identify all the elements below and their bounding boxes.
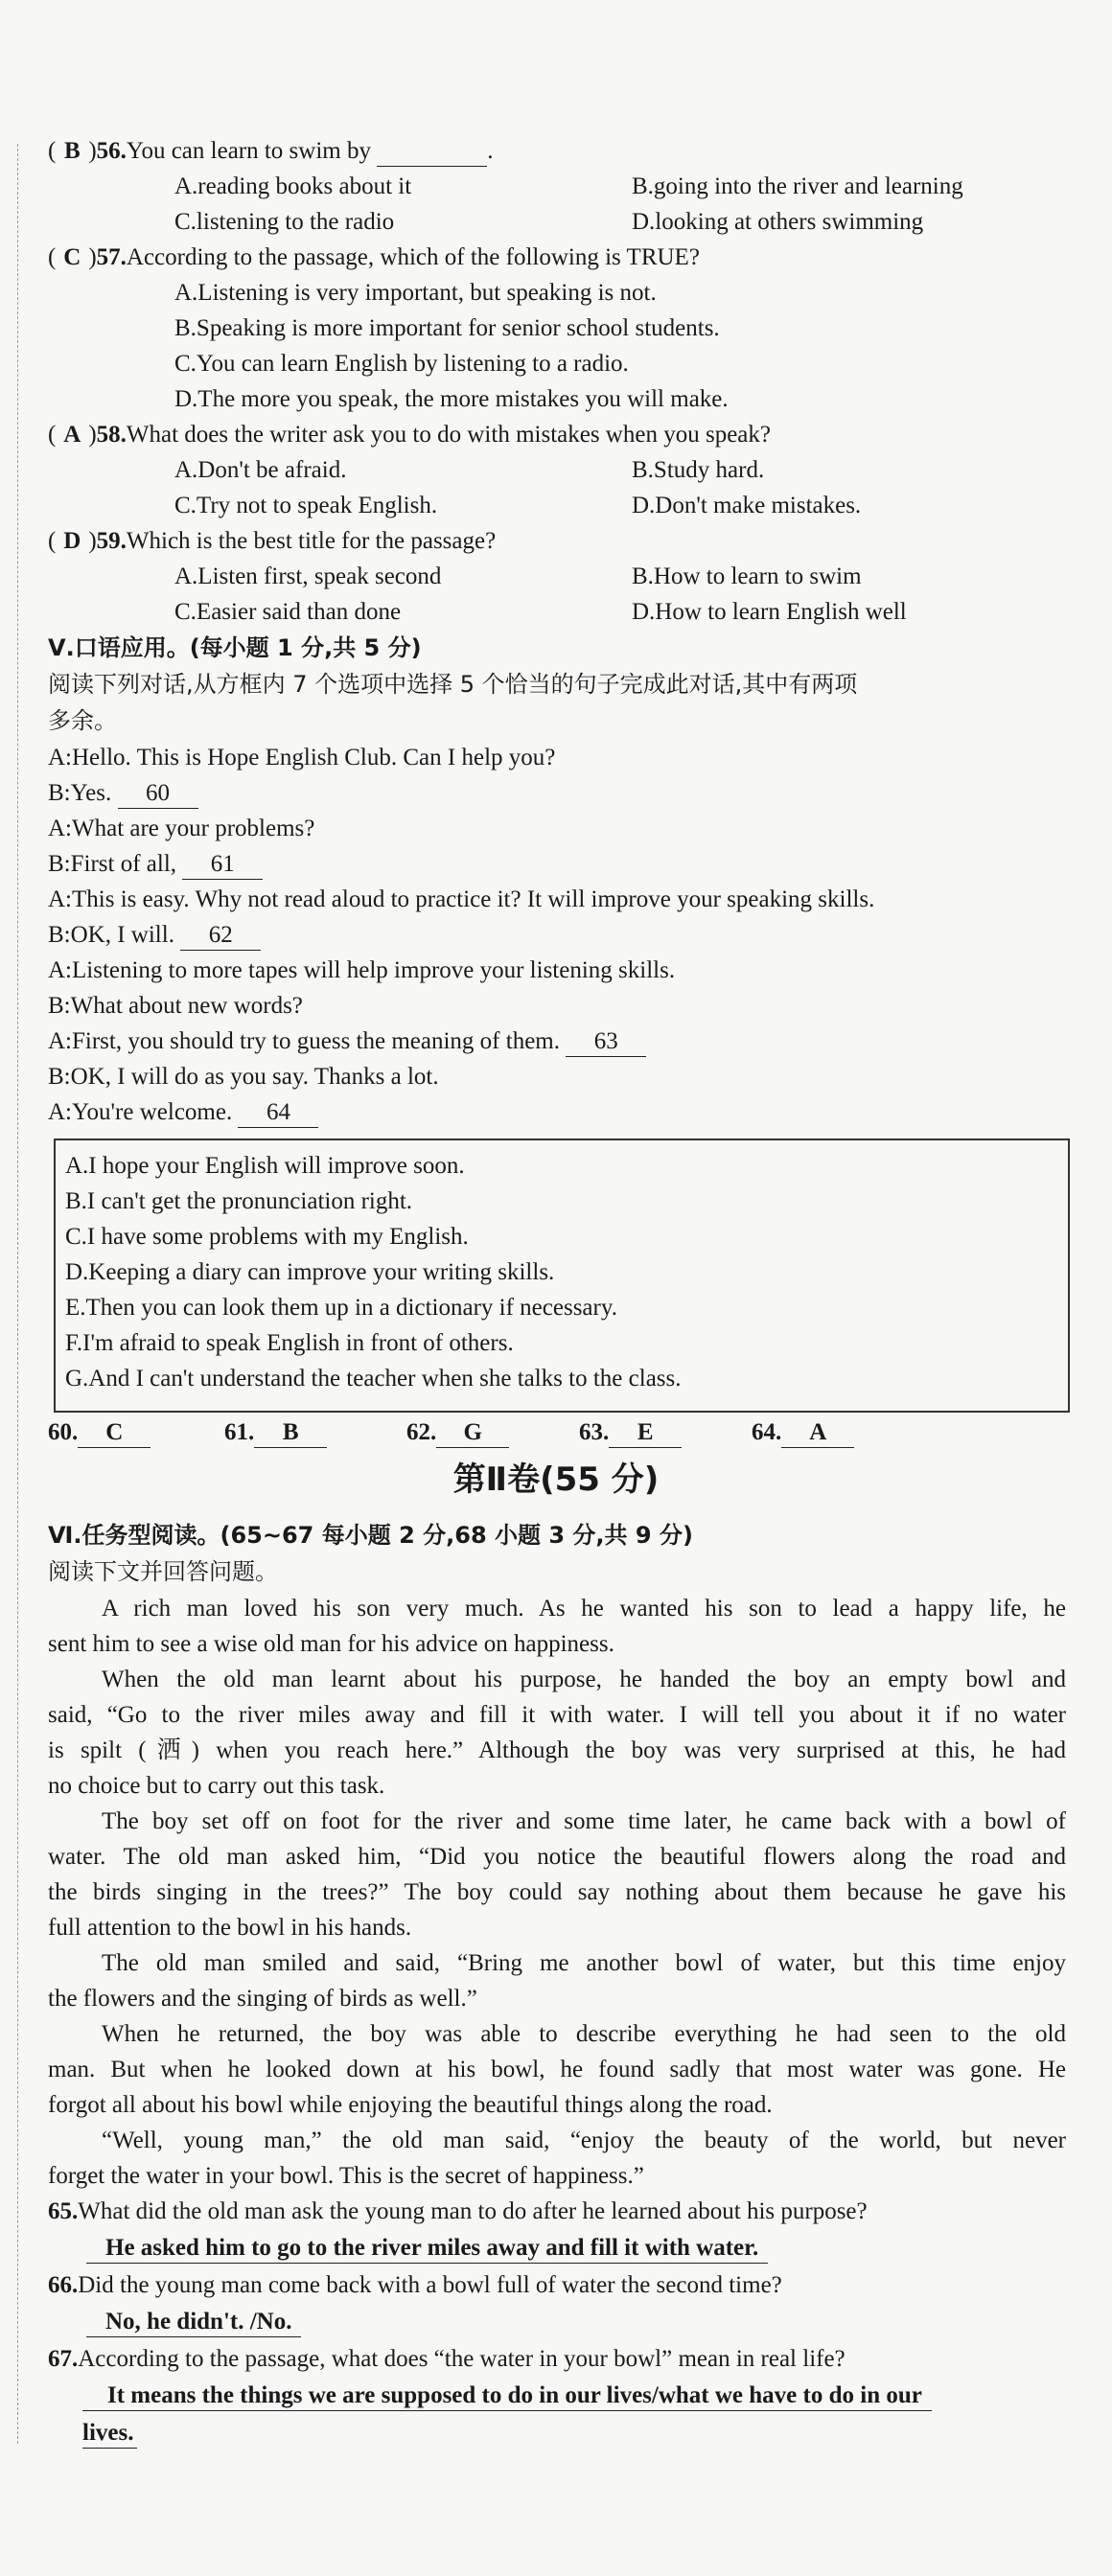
dialog-line: A:Listening to more tapes will help improve your listening skills. <box>48 957 676 983</box>
passage-line: the flowers and the singing of birds as well.” <box>48 1986 477 2012</box>
question-67: 67.According to the passage, what does “the water in your bowl” mean in real life? <box>48 2346 846 2372</box>
blank-61: 61 <box>182 850 263 880</box>
section-5-instruction: 阅读下列对话,从方框内 7 个选项中选择 5 个恰当的句子完成此对话,其中有两项 <box>48 671 858 698</box>
box-option-g: G.And I can't understand the teacher when she talks to the class. <box>65 1366 682 1392</box>
dialog-line: B:First of all, 61 <box>48 850 263 880</box>
passage-line: the birds singing in the trees?” The boy could say nothing about them because he gave his <box>48 1879 1066 1905</box>
answer-63-row: 63. E <box>579 1418 682 1448</box>
answer-57: C <box>63 244 81 270</box>
passage-line: When the old man learnt about his purpose, he handed the boy an empty bowl and <box>102 1667 1066 1692</box>
option-56d: D.looking at others swimming <box>632 209 924 235</box>
option-59b: B.How to learn to swim <box>632 564 862 589</box>
option-58c: C.Try not to speak English. <box>174 493 438 518</box>
passage-line: A rich man loved his son very much. As he wanted his son to lead a happy life, he <box>102 1596 1066 1622</box>
option-57d: D.The more you speak, the more mistakes you will make. <box>174 386 729 412</box>
box-option-a: A.I hope your English will improve soon. <box>65 1153 465 1179</box>
option-59d: D.How to learn English well <box>632 599 907 625</box>
passage-line: forget the water in your bowl. This is the secret of happiness.” <box>48 2163 644 2189</box>
dialog-line: B:What about new words? <box>48 993 303 1019</box>
answer-66: No, he didn't. /No. <box>86 2308 301 2336</box>
dialog-line: A:You're welcome. 64 <box>48 1098 318 1128</box>
blank-64: 64 <box>238 1098 318 1128</box>
box-option-e: E.Then you can look them up in a dictionary if necessary. <box>65 1295 617 1321</box>
dialog-line: A:What are your problems? <box>48 816 315 841</box>
option-56b: B.going into the river and learning <box>632 173 963 199</box>
answer-56: B <box>63 138 81 164</box>
answer-60-row: 60. C <box>48 1418 151 1448</box>
passage-line: water. The old man asked him, “Did you notice the beautiful flowers along the road and <box>48 1844 1066 1870</box>
option-58d: D.Don't make mistakes. <box>632 493 862 518</box>
part-2-title: 第Ⅱ卷(55 分) <box>452 1460 660 1499</box>
box-option-c: C.I have some problems with my English. <box>65 1224 469 1250</box>
option-57c: C.You can learn English by listening to a radio. <box>174 351 629 377</box>
passage-line: is spilt (洒) when you reach here.” Although the boy was very surprised at this, he had <box>48 1737 1066 1763</box>
binding-margin-line <box>17 144 18 2444</box>
option-57a: A.Listening is very important, but speaking is not. <box>174 280 657 306</box>
passage-line: forgot all about his bowl while enjoying the beautiful things along the road. <box>48 2092 773 2118</box>
answer-59: D <box>63 528 81 554</box>
question-56: ( B )56.You can learn to swim by . <box>48 137 493 167</box>
option-59a: A.Listen first, speak second <box>174 564 442 589</box>
option-58b: B.Study hard. <box>632 457 765 483</box>
blank-56 <box>377 137 487 167</box>
passage-line: The boy set off on foot for the river and some time later, he came back with a bowl of <box>102 1808 1066 1834</box>
section-6-heading: Ⅵ.任务型阅读。(65~67 每小题 2 分,68 小题 3 分,共 9 分) <box>48 1522 693 1549</box>
answer-67: It means the things we are supposed to do in our lives/what we have to do in our <box>82 2381 932 2410</box>
option-57b: B.Speaking is more important for senior school students. <box>174 315 720 341</box>
answer-61-row: 61. B <box>224 1418 327 1448</box>
answer-65: He asked him to go to the river miles away and fill it with water. <box>86 2234 768 2263</box>
passage-line: said, “Go to the river miles away and fill it with water. I will tell you about it if no water <box>48 1702 1066 1728</box>
box-option-f: F.I'm afraid to speak English in front of others. <box>65 1330 514 1356</box>
dialog-line: B:OK, I will. 62 <box>48 921 261 951</box>
question-65: 65.What did the old man ask the young man to do after he learned about his purpose? <box>48 2198 868 2224</box>
answer-62-row: 62. G <box>406 1418 509 1448</box>
option-58a: A.Don't be afraid. <box>174 457 347 483</box>
dialog-line: B:OK, I will do as you say. Thanks a lot. <box>48 1064 439 1090</box>
box-option-d: D.Keeping a diary can improve your writing skills. <box>65 1259 555 1285</box>
section-5-instruction-cont: 多余。 <box>48 707 117 734</box>
answer-67-cont: lives. <box>82 2419 137 2448</box>
question-57: ( C )57.According to the passage, which of the following is TRUE? <box>48 244 700 270</box>
box-option-b: B.I can't get the pronunciation right. <box>65 1188 413 1214</box>
option-59c: C.Easier said than done <box>174 599 402 625</box>
dialog-line: A:This is easy. Why not read aloud to practice it? It will improve your speaking skills. <box>48 886 875 912</box>
passage-line: sent him to see a wise old man for his advice on happiness. <box>48 1631 614 1657</box>
passage-line: The old man smiled and said, “Bring me another bowl of water, but this time enjoy <box>102 1950 1066 1976</box>
option-56a: A.reading books about it <box>174 173 412 199</box>
dialog-line: A:Hello. This is Hope English Club. Can I help you? <box>48 745 556 770</box>
passage-line: no choice but to carry out this task. <box>48 1773 385 1799</box>
section-5-heading: Ⅴ.口语应用。(每小题 1 分,共 5 分) <box>48 634 422 661</box>
passage-line: “Well, young man,” the old man said, “enjoy the beauty of the world, but never <box>102 2128 1066 2153</box>
answer-58: A <box>63 422 81 448</box>
dialog-line: A:First, you should try to guess the meaning of them. 63 <box>48 1027 646 1057</box>
question-58: ( A )58.What does the writer ask you to do with mistakes when you speak? <box>48 422 771 448</box>
option-56c: C.listening to the radio <box>174 209 395 235</box>
question-66: 66.Did the young man come back with a bowl full of water the second time? <box>48 2272 782 2298</box>
blank-63: 63 <box>566 1027 646 1057</box>
dialog-line: B:Yes. 60 <box>48 779 198 809</box>
blank-62: 62 <box>180 921 261 951</box>
passage-line: When he returned, the boy was able to describe everything he had seen to the old <box>102 2021 1066 2047</box>
passage-line: man. But when he looked down at his bowl, he found sadly that most water was gone. He <box>48 2057 1066 2082</box>
passage-line: full attention to the bowl in his hands. <box>48 1915 412 1941</box>
blank-60: 60 <box>118 779 198 809</box>
question-59: ( D )59.Which is the best title for the passage? <box>48 528 497 554</box>
answer-64-row: 64. A <box>752 1418 854 1448</box>
section-6-instruction: 阅读下文并回答问题。 <box>48 1558 278 1585</box>
